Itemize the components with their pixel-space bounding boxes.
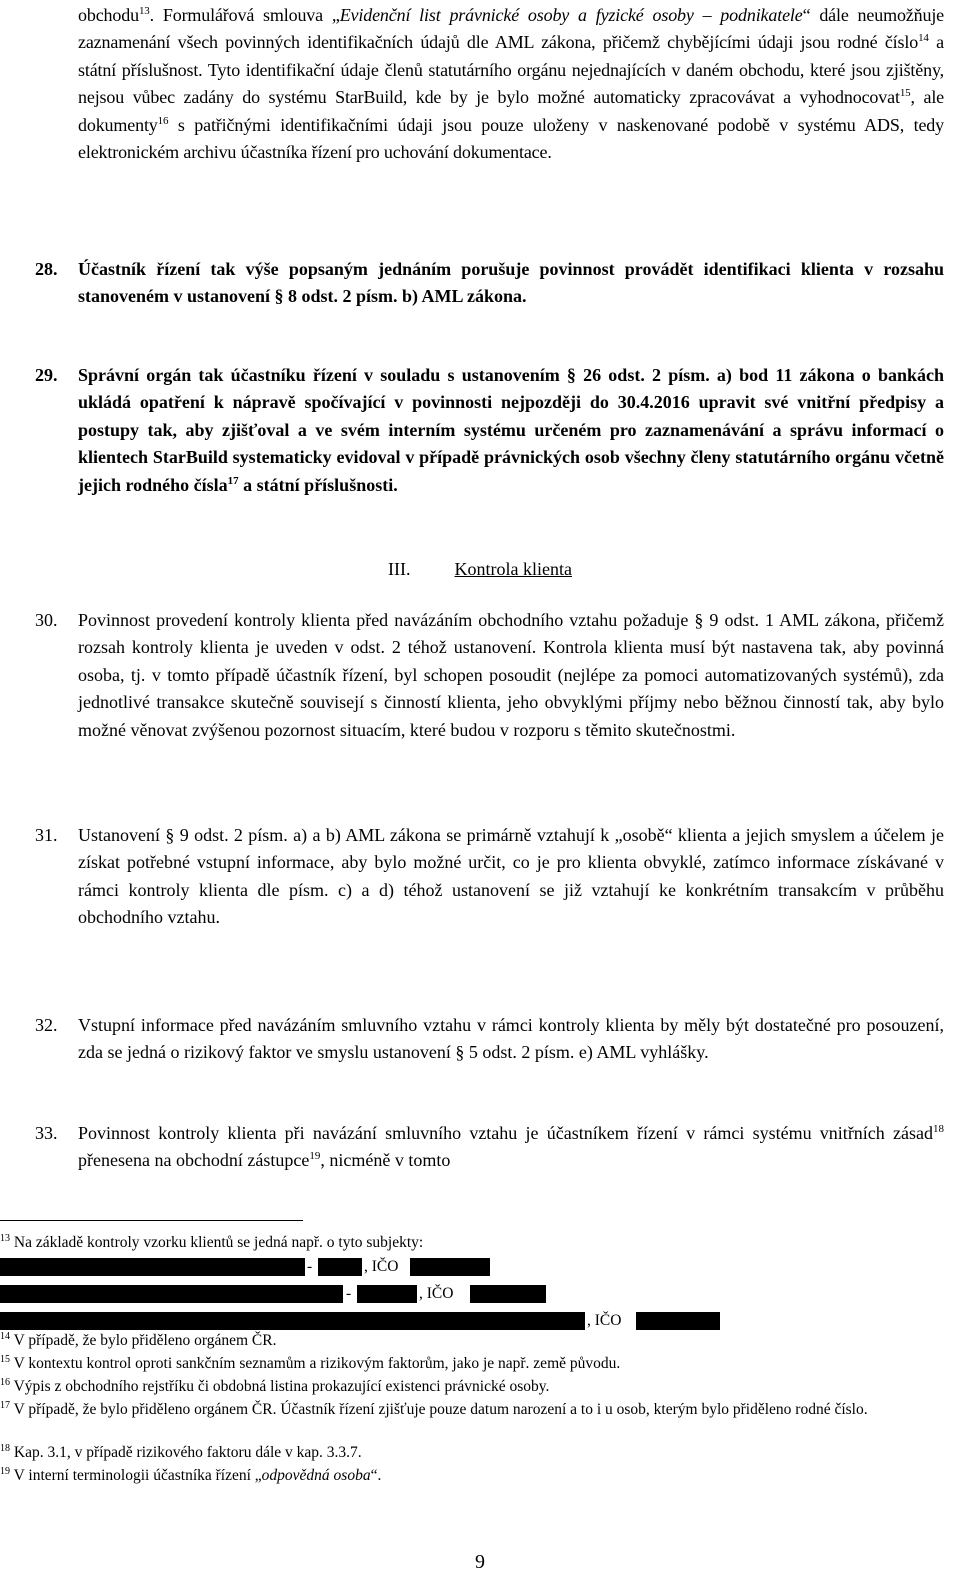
form-name-italic: Evidenční list právnické osoby a fyzické osoby – podnikatele [339, 5, 803, 25]
text-run: Povinnost kontroly klienta při navázání smluvního vztahu je účastníkem řízení v rámci systému vnitřních zásad [78, 1123, 933, 1143]
text-run: přenesena na obchodní zástupce [78, 1150, 310, 1171]
section-heading [0, 556, 960, 583]
redacted-dash: - [307, 1258, 313, 1275]
redacted-ico-label: , IČO [419, 1285, 454, 1302]
footnote-ref-15[interactable]: 15 [899, 87, 911, 100]
text-run: , ale dokumenty [78, 87, 945, 135]
text-run: a státní příslušnost. Tyto identifikační údaje členů statutárního orgánu nejednajících v daném obchodu, které jsou zjištěny, nejsou vůbec zadány do systému StarBuild, kde by je bylo možné automaticky zpracovávat a vyhodnocovat [78, 32, 944, 108]
redacted-ico-label: , IČO [587, 1312, 622, 1329]
paragraph-29 [78, 362, 944, 499]
paragraph-continuation [78, 2, 944, 166]
redaction-bar [410, 1258, 490, 1276]
footnote-15 [0, 1354, 950, 1374]
text-run: Správní orgán tak účastníku řízení v souladu s ustanovením § 26 odst. 2 písm. a) bod 11 zákona o bankách ukládá opatření k nápravě spočívající v povinnosti nejpozději do 30.4.2016 upravit své vnitřní předpisy a postupy tak, aby zjišťoval a ve svém interním systému určeném pro zaznamenávání a správu informací o klientech StarBuild systematicky evidoval v případě právnických osob všechny členy statutárního orgánu včetně jejich rodného čísla [78, 365, 944, 495]
paragraph-number-31: 31. [35, 825, 58, 845]
footnote-text: “. [370, 1467, 382, 1484]
footnote-text: V případě, že bylo přiděleno orgánem ČR. Účastník řízení zjišťuje pouze datum narození a to i u osob, kterým bylo přiděleno rodné číslo. [10, 1401, 868, 1418]
redaction-bar [636, 1312, 720, 1330]
page-number: 9 [475, 1551, 485, 1573]
footnote-18 [0, 1443, 950, 1463]
footnote-text: Kap. 3.1, v případě rizikového faktoru dále v kap. 3.3.7. [10, 1444, 362, 1461]
footnote-number: 18 [0, 1442, 10, 1454]
footnote-ref-14[interactable]: 14 [918, 32, 929, 45]
footnote-13 [0, 1233, 950, 1253]
footnote-14 [0, 1331, 950, 1351]
paragraph-number-33: 33. [35, 1123, 58, 1143]
footnote-text: V případě, že bylo přiděleno orgánem ČR. [10, 1332, 277, 1349]
footnote-text: V interní terminologii účastníka řízení „ [10, 1467, 262, 1484]
footnote-number: 15 [0, 1353, 10, 1365]
paragraph-number-29: 29. [35, 365, 58, 385]
footnote-number: 14 [0, 1330, 10, 1342]
footnote-number: 19 [0, 1465, 10, 1477]
footnote-ref-16[interactable]: 16 [157, 114, 169, 127]
footnote-text: Výpis z obchodního rejstříku či obdobná listina prokazující existenci právnické osoby. [10, 1378, 550, 1395]
text-run: , nicméně v tomto [320, 1150, 451, 1171]
footnote-number: 17 [0, 1399, 10, 1411]
redaction-bar [357, 1285, 417, 1303]
section-title: Kontrola klienta [454, 559, 572, 579]
footnote-text: Na základě kontroly vzorku klientů se jedná např. o tyto subjekty: [10, 1234, 424, 1251]
text-run: a státní příslušnosti. [238, 474, 398, 495]
footnote-separator [0, 1220, 303, 1221]
redaction-bar [0, 1258, 305, 1276]
footnote-ref-19[interactable]: 19 [309, 1150, 321, 1163]
footnote-number: 13 [0, 1232, 10, 1244]
footnote-text: V kontextu kontrol oproti sankčním seznamům a rizikovým faktorům, jako je např. země původu. [10, 1355, 621, 1372]
redaction-bar [470, 1285, 546, 1303]
footnote-ref-18[interactable]: 18 [933, 1123, 944, 1135]
section-number: III. [388, 559, 411, 579]
footnote-italic-term: odpovědná osoba [261, 1467, 371, 1484]
footnote-17 [0, 1400, 950, 1420]
paragraph-31: Ustanovení § 9 odst. 2 písm. a) a b) AML zákona se primárně vztahují k „osobě“ klienta a jejich smyslem a účelem je získat potřebné vstupní informace, aby bylo možné určit, co je pro klienta obvyklé, zatímco informace získávané v rámci kontroly klienta dle písm. c) a d) téhož ustanovení se již vztahují ke konkrétním transakcím v průběhu obchodního vztahu. [78, 825, 944, 928]
redaction-bar [318, 1258, 362, 1276]
footnote-16 [0, 1377, 950, 1397]
paragraph-number-32: 32. [35, 1015, 58, 1035]
redaction-bar [0, 1312, 585, 1330]
paragraph-32: Vstupní informace před navázáním smluvního vztahu v rámci kontroly klienta by měly být dostatečné pro posouzení, zda se jedná o rizikový faktor ve smyslu ustanovení § 5 odst. 2 písm. e) AML vyhlášky. [78, 1015, 944, 1063]
text-run: “ dále neumožňuje zaznamenání všech povinných identifikačních údajů dle AML zákona, přičemž chybějícími údaji jsou rodné číslo [78, 5, 945, 53]
footnote-19 [0, 1466, 950, 1486]
paragraph-number-30: 30. [35, 610, 58, 630]
footnote-ref-13[interactable]: 13 [138, 5, 150, 17]
redacted-ico-label: , IČO [364, 1258, 399, 1275]
footnote-number: 16 [0, 1376, 10, 1388]
redaction-bar [0, 1285, 343, 1303]
paragraph-30: Povinnost provedení kontroly klienta před navázáním obchodního vztahu požaduje § 9 odst. 1 AML zákona, přičemž rozsah kontroly klienta je uveden v odst. 2 téhož ustanovení. Kontrola klienta musí být nastavena tak, aby povinná osoba, tj. v tomto případě účastník řízení, byl schopen posoudit (nejlépe za pomoci automatizovaných systémů), zda jednotlivé transakce skutečně souvisejí s činností klienta, jeho obvyklými příjmy nebo běžnou činností tak, aby bylo možné věnovat zvýšenou pozornost situacím, které budou v rozporu s těmito skutečnostmi. [78, 610, 944, 740]
text-run: . Formulářová smlouva „ [149, 5, 340, 25]
paragraph-28: Účastník řízení tak výše popsaným jednáním porušuje povinnost provádět identifikaci klienta v rozsahu stanoveném v ustanovení § 8 odst. 2 písm. b) AML zákona. [78, 259, 944, 307]
paragraph-number-28: 28. [35, 259, 58, 279]
paragraph-33 [78, 1120, 944, 1175]
text-run: s patřičnými identifikačními údaji jsou pouze uloženy v naskenované podobě v systému ADS, tedy elektronickém archivu účastníka řízení pro uchování dokumentace. [78, 114, 944, 163]
text-run: obchodu [78, 5, 139, 25]
redacted-dash: - [346, 1285, 352, 1302]
footnote-ref-17[interactable]: 17 [227, 474, 239, 487]
